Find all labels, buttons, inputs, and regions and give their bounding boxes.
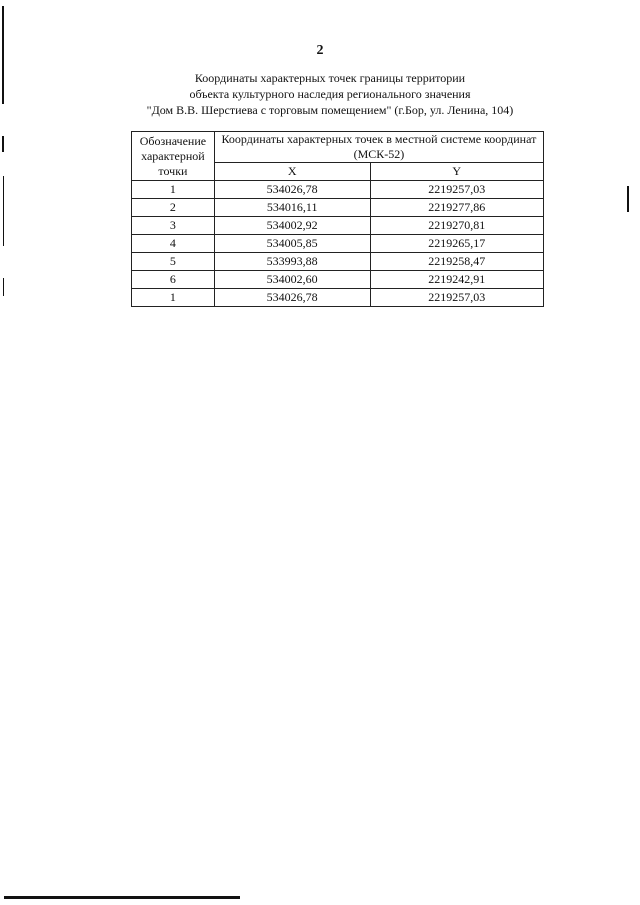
title-line-1: Координаты характерных точек границы территории bbox=[194, 71, 466, 85]
header-coordinates-group: Координаты характерных точек в местной системе координат (МСК-52) bbox=[214, 132, 543, 163]
table-row bbox=[132, 289, 544, 307]
cell-y: 2219242,91 bbox=[370, 271, 544, 289]
scan-artifact-right bbox=[627, 186, 629, 212]
cell-y: 2219258,47 bbox=[370, 253, 544, 271]
cell-point: 1 bbox=[132, 289, 215, 307]
cell-y: 2219257,03 bbox=[370, 181, 544, 199]
cell-y: 2219257,03 bbox=[370, 289, 544, 307]
table-row bbox=[132, 253, 544, 271]
cell-point: 3 bbox=[132, 217, 215, 235]
cell-point: 4 bbox=[132, 235, 215, 253]
title-line-3: "Дом В.В. Шерстиева с торговым помещением" (г.Бор, ул. Ленина, 104) bbox=[146, 103, 514, 117]
header-y: Y bbox=[370, 163, 544, 181]
cell-point: 2 bbox=[132, 199, 215, 217]
header-x: X bbox=[214, 163, 370, 181]
cell-x: 534002,60 bbox=[214, 271, 370, 289]
table-row bbox=[132, 199, 544, 217]
document-title bbox=[60, 70, 600, 118]
scan-artifact-bottom bbox=[4, 896, 240, 899]
cell-x: 534026,78 bbox=[214, 181, 370, 199]
coordinates-table bbox=[131, 131, 544, 307]
cell-x: 534026,78 bbox=[214, 289, 370, 307]
table-row bbox=[132, 271, 544, 289]
scan-artifact-left-mid bbox=[2, 136, 4, 152]
table-row bbox=[132, 181, 544, 199]
header-point-id: Обозначение характерной точки bbox=[132, 132, 215, 181]
scan-artifact-left-low bbox=[3, 176, 4, 246]
cell-point: 5 bbox=[132, 253, 215, 271]
cell-y: 2219265,17 bbox=[370, 235, 544, 253]
table-row bbox=[132, 217, 544, 235]
cell-point: 1 bbox=[132, 181, 215, 199]
cell-x: 534002,92 bbox=[214, 217, 370, 235]
cell-y: 2219270,81 bbox=[370, 217, 544, 235]
table-row bbox=[132, 235, 544, 253]
cell-y: 2219277,86 bbox=[370, 199, 544, 217]
scan-artifact-left-dot bbox=[3, 278, 4, 296]
title-line-2: объекта культурного наследия регионального значения bbox=[189, 87, 471, 101]
cell-x: 534016,11 bbox=[214, 199, 370, 217]
cell-point: 6 bbox=[132, 271, 215, 289]
cell-x: 533993,88 bbox=[214, 253, 370, 271]
cell-x: 534005,85 bbox=[214, 235, 370, 253]
page-number: 2 bbox=[316, 43, 324, 58]
